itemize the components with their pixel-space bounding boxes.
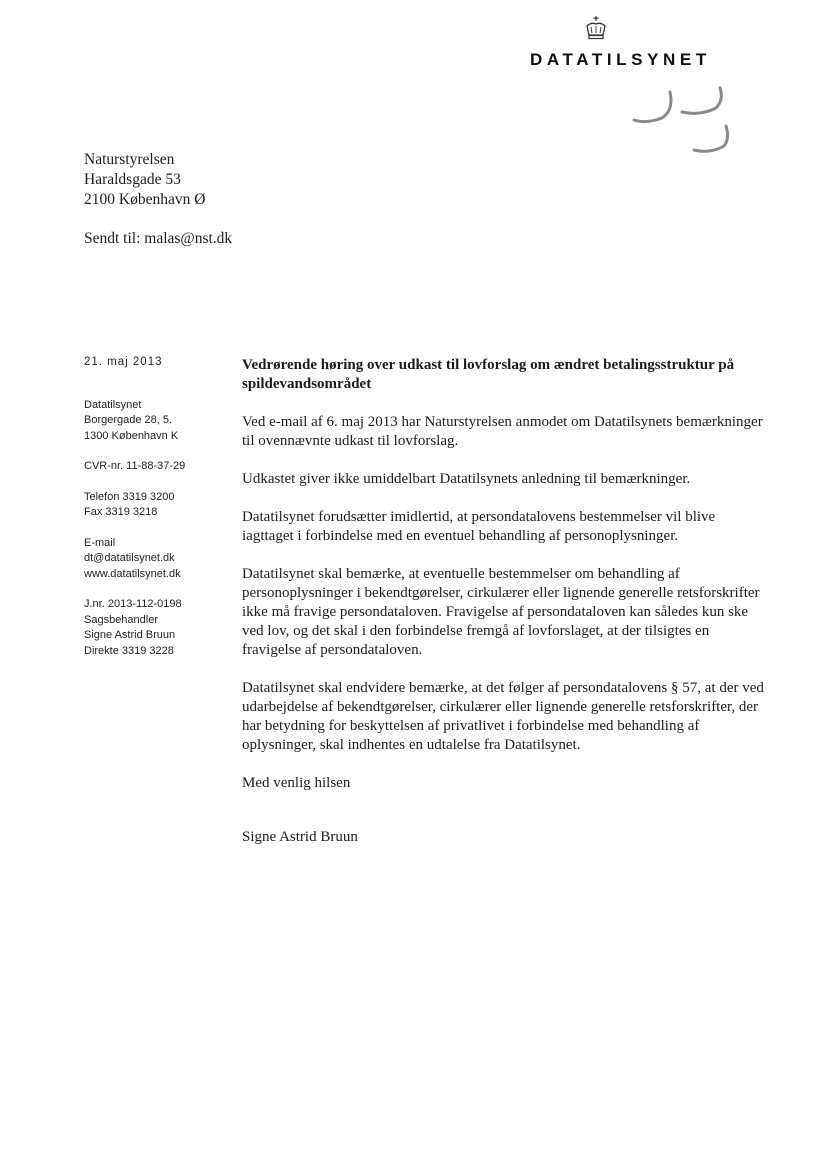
- case-group: [84, 597, 234, 659]
- sender-address-line: Datatilsynet: [84, 398, 142, 411]
- paragraph: Datatilsynet skal endvidere bemærke, at det følger af persondatalovens § 57, at der ved udarbejdelse af bekendtgørelser, cirkulærer eller lignende generelle retsforskrifter, der har betydning for beskyttelsen af privatlivet i forbindelse med behandling af oplysninger, skal indhentes en udtalelse fra Datatilsynet.: [242, 680, 764, 753]
- letter-body: [242, 356, 764, 866]
- case-handler-label: Sagsbehandler: [84, 613, 159, 626]
- journal-number: J.nr. 2013-112-0198: [84, 598, 182, 610]
- cvr-group: [84, 459, 234, 475]
- website: www.datatilsynet.dk: [84, 567, 181, 580]
- letter-subject: Vedrørende høring over udkast til lovforslag om ændret betalingsstruktur på spildevandsområdet: [242, 357, 735, 392]
- recipient-line: 2100 København Ø: [84, 191, 206, 208]
- signer-name: Signe Astrid Bruun: [242, 829, 358, 845]
- phone-group: [84, 490, 234, 521]
- sender-address: [84, 398, 234, 445]
- closing: Med venlig hilsen: [242, 775, 351, 791]
- contact-group: [84, 536, 234, 583]
- paragraph: Udkastet giver ikke umiddelbart Datatilsynets anledning til bemærkninger.: [242, 471, 691, 487]
- paragraph: Ved e-mail af 6. maj 2013 har Naturstyrelsen anmodet om Datatilsynets bemærkninger til ovennævnte udkast til lovforslag.: [242, 414, 763, 449]
- paragraph: Datatilsynet forudsætter imidlertid, at persondatalovens bestemmelser vil blive iagttaget i forbindelse med en eventuel behandling af personoplysninger.: [242, 509, 716, 544]
- fax-number: Fax 3319 3218: [84, 506, 158, 518]
- logo-text: DATATILSYNET: [530, 50, 711, 69]
- sender-address-line: 1300 København K: [84, 429, 179, 442]
- email-label: E-mail: [84, 536, 116, 549]
- phone-number: Telefon 3319 3200: [84, 490, 175, 503]
- royal-crown-icon: [583, 15, 609, 41]
- cvr-number: CVR-nr. 11-88-37-29: [84, 460, 186, 472]
- recipient-line: Haraldsgade 53: [84, 171, 181, 188]
- sent-to: Sendt til: malas@nst.dk: [84, 230, 233, 247]
- direct-phone: Direkte 3319 3228: [84, 644, 174, 657]
- email-address: dt@datatilsynet.dk: [84, 552, 175, 564]
- recipient-line: Naturstyrelsen: [84, 151, 175, 168]
- sender-sidebar: [84, 355, 234, 674]
- case-handler-name: Signe Astrid Bruun: [84, 629, 176, 641]
- letter-date: 21. maj 2013: [84, 356, 163, 368]
- recipient-address: [84, 150, 205, 210]
- sender-address-line: Borgergade 28, 5.: [84, 414, 173, 426]
- handwritten-check-marks: [628, 84, 738, 164]
- paragraph: Datatilsynet skal bemærke, at eventuelle bestemmelser om behandling af personoplysninger i bekendtgørelser, cirkulærer eller lignende generelle retsforskrifter ikke må fravige persondataloven. Fravigelse af persondataloven kan således kun ske ved lov, og det skal i den forbindelse fremgå af lovforslaget, at der tilsigtes en fravigelse af persondataloven.: [242, 566, 760, 658]
